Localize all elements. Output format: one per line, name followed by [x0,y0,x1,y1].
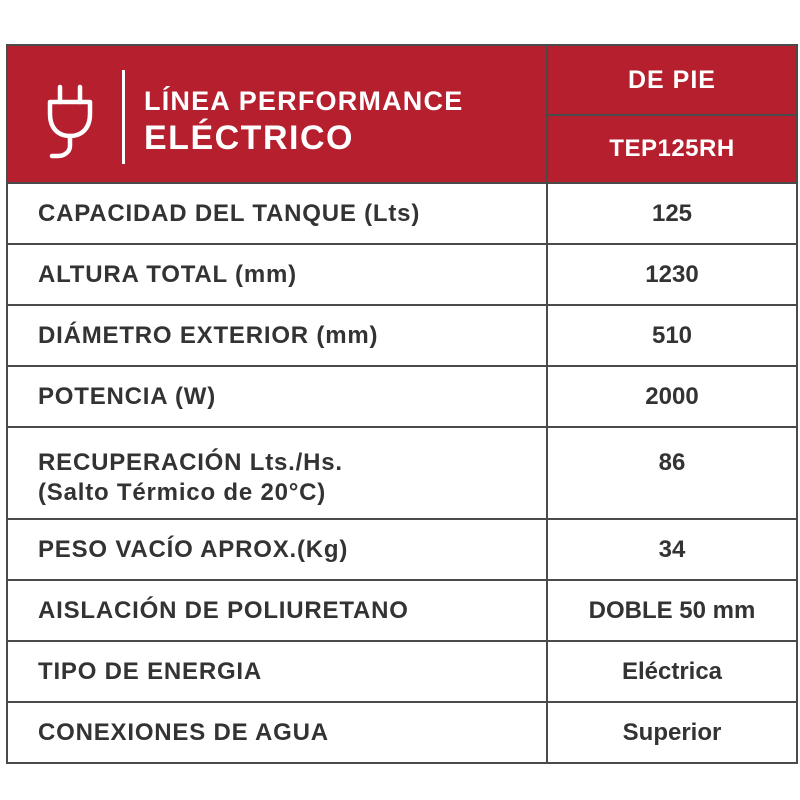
spec-label: TIPO DE ENERGIA [7,641,547,702]
spec-label: DIÁMETRO EXTERIOR (mm) [7,305,547,366]
spec-label [7,427,547,519]
spec-table [6,44,798,764]
table-row [7,305,797,366]
table-row [7,244,797,305]
spec-value: 34 [547,519,797,580]
table-row [7,183,797,244]
spec-label: POTENCIA (W) [7,366,547,427]
spec-label: PESO VACÍO APROX.(Kg) [7,519,547,580]
spec-value: 125 [547,183,797,244]
table-row [7,519,797,580]
spec-value: 86 [547,427,797,519]
header-title-cell [7,45,547,183]
spec-label-main: RECUPERACIÓN Lts./Hs. [38,449,343,476]
spec-value: 2000 [547,366,797,427]
table-row [7,641,797,702]
spec-value: 1230 [547,244,797,305]
spec-label-sub: (Salto Térmico de 20°C) [38,479,327,506]
plug-icon [44,84,96,162]
product-line-name: LÍNEA PERFORMANCE [144,86,464,116]
spec-value: 510 [547,305,797,366]
category-header: DE PIE [547,45,797,115]
table-row [7,427,797,519]
table-row [7,580,797,641]
spec-value: DOBLE 50 mm [547,580,797,641]
product-line-type: ELÉCTRICO [144,119,354,157]
spec-label: ALTURA TOTAL (mm) [7,244,547,305]
spec-value: Eléctrica [547,641,797,702]
spec-label: AISLACIÓN DE POLIURETANO [7,580,547,641]
spec-value: Superior [547,702,797,763]
spec-label: CONEXIONES DE AGUA [7,702,547,763]
model-header: TEP125RH [547,115,797,183]
table-row [7,366,797,427]
table-row [7,702,797,763]
spec-label: CAPACIDAD DEL TANQUE (Lts) [7,183,547,244]
header-divider [122,70,125,164]
